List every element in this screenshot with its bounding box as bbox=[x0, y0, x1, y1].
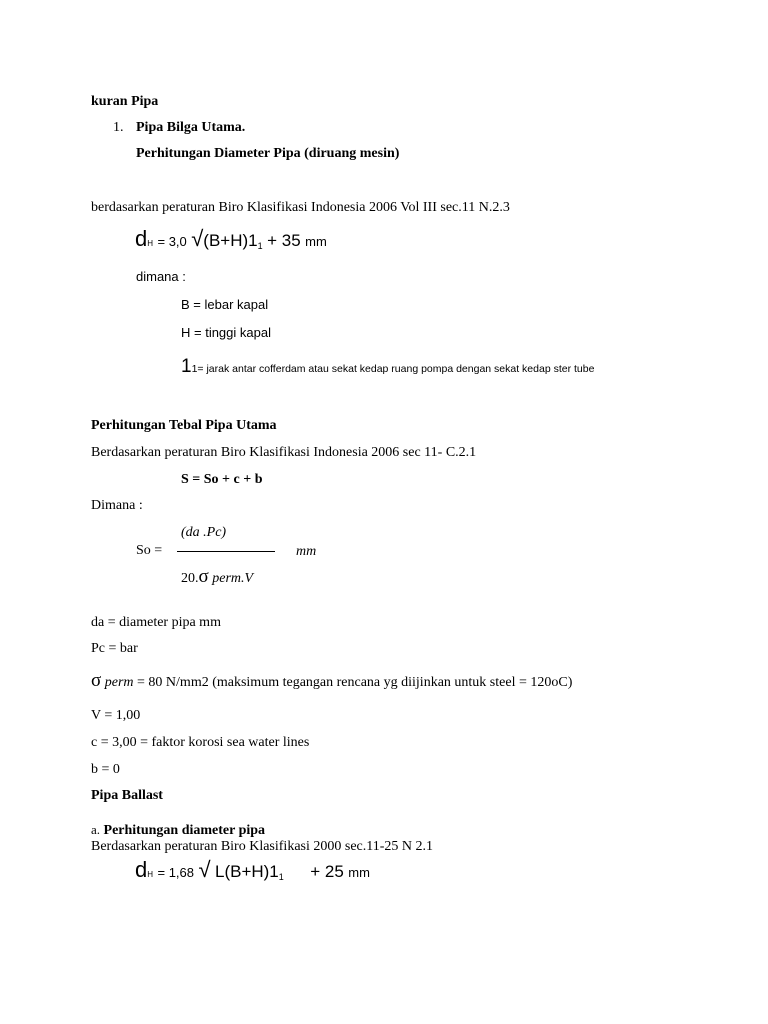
sqrt-symbol: √ bbox=[191, 226, 204, 251]
so-label: So = bbox=[136, 543, 163, 558]
definition-b: B = lebar kapal bbox=[181, 297, 269, 312]
formula2-coefficient: = 1,68 bbox=[157, 865, 194, 880]
reference-text-3: Berdasarkan peraturan Biro Klasifikasi 2000 sec.11-25 N 2.1 bbox=[91, 839, 433, 854]
formula-d: d bbox=[135, 226, 148, 251]
definition-l bbox=[181, 356, 594, 378]
formula2-constant: + 25 bbox=[310, 862, 344, 881]
fraction-line bbox=[177, 551, 275, 552]
ballast-item-letter: a. bbox=[91, 822, 101, 837]
formula2-expression: L(B+H)1 bbox=[214, 862, 279, 881]
ballast-item-a bbox=[91, 822, 265, 839]
formula2-sub-h: H bbox=[147, 870, 154, 879]
sigma-symbol-2: σ bbox=[91, 670, 102, 691]
so-unit: mm bbox=[296, 544, 317, 559]
formula-s: S = So + c + b bbox=[181, 472, 263, 487]
formula2-d: d bbox=[135, 857, 148, 882]
page-heading: kuran Pipa bbox=[91, 94, 159, 109]
section-title-ballast: Pipa Ballast bbox=[91, 788, 163, 803]
definition-h: H = tinggi kapal bbox=[181, 325, 271, 340]
formula-constant: + 35 bbox=[267, 231, 301, 250]
list-item-title: Pipa Bilga Utama. bbox=[136, 120, 246, 135]
sigma-definition-text: = 80 N/mm2 (maksimum tegangan rencana yg diijinkan untuk steel = 120oC) bbox=[133, 675, 573, 690]
formula-expression-sub: 1 bbox=[257, 241, 263, 251]
section-subtitle: Perhitungan Diameter Pipa (diruang mesin) bbox=[136, 146, 400, 161]
reference-text-2: Berdasarkan peraturan Biro Klasifikasi Indonesia 2006 sec 11- C.2.1 bbox=[91, 445, 477, 460]
diameter-formula-2 bbox=[135, 857, 370, 883]
sigma-perm: perm bbox=[104, 675, 134, 690]
definition-v: V = 1,00 bbox=[91, 708, 141, 723]
formula-coefficient: = 3,0 bbox=[157, 234, 187, 249]
definition-da: da = diameter pipa mm bbox=[91, 615, 221, 630]
formula2-expression-sub: 1 bbox=[278, 872, 284, 882]
so-numerator: (da .Pc) bbox=[181, 525, 227, 540]
so-denominator-rest: perm.V bbox=[208, 571, 254, 586]
formula-unit: mm bbox=[305, 234, 327, 249]
so-denominator bbox=[181, 566, 253, 588]
diameter-formula-1 bbox=[135, 226, 327, 252]
sigma-symbol: σ bbox=[198, 566, 209, 587]
definition-c: c = 3,00 = faktor korosi sea water lines bbox=[91, 735, 310, 750]
ballast-item-title: Perhitungan diameter pipa bbox=[103, 823, 266, 838]
so-denominator-prefix: 20. bbox=[181, 571, 199, 586]
section-title-tebal: Perhitungan Tebal Pipa Utama bbox=[91, 418, 277, 433]
dimana-label-1: dimana : bbox=[136, 269, 186, 284]
list-number: 1. bbox=[113, 120, 124, 135]
formula-expression: (B+H)1 bbox=[203, 231, 258, 250]
definition-pc: Pc = bar bbox=[91, 641, 138, 656]
dimana-label-2: Dimana : bbox=[91, 498, 143, 513]
reference-text-1: berdasarkan peraturan Biro Klasifikasi Indonesia 2006 Vol III sec.11 N.2.3 bbox=[91, 200, 510, 215]
sqrt-symbol-2: √ bbox=[198, 857, 211, 882]
definition-sigma bbox=[91, 670, 572, 692]
definition-l-text: 1= jarak antar cofferdam atau sekat kedap ruang pompa dengan sekat kedap ster tube bbox=[191, 363, 595, 375]
definition-b-value: b = 0 bbox=[91, 762, 120, 777]
formula-sub-h: H bbox=[147, 239, 154, 248]
definition-l-symbol: 1 bbox=[181, 356, 192, 377]
formula2-unit: mm bbox=[348, 865, 370, 880]
